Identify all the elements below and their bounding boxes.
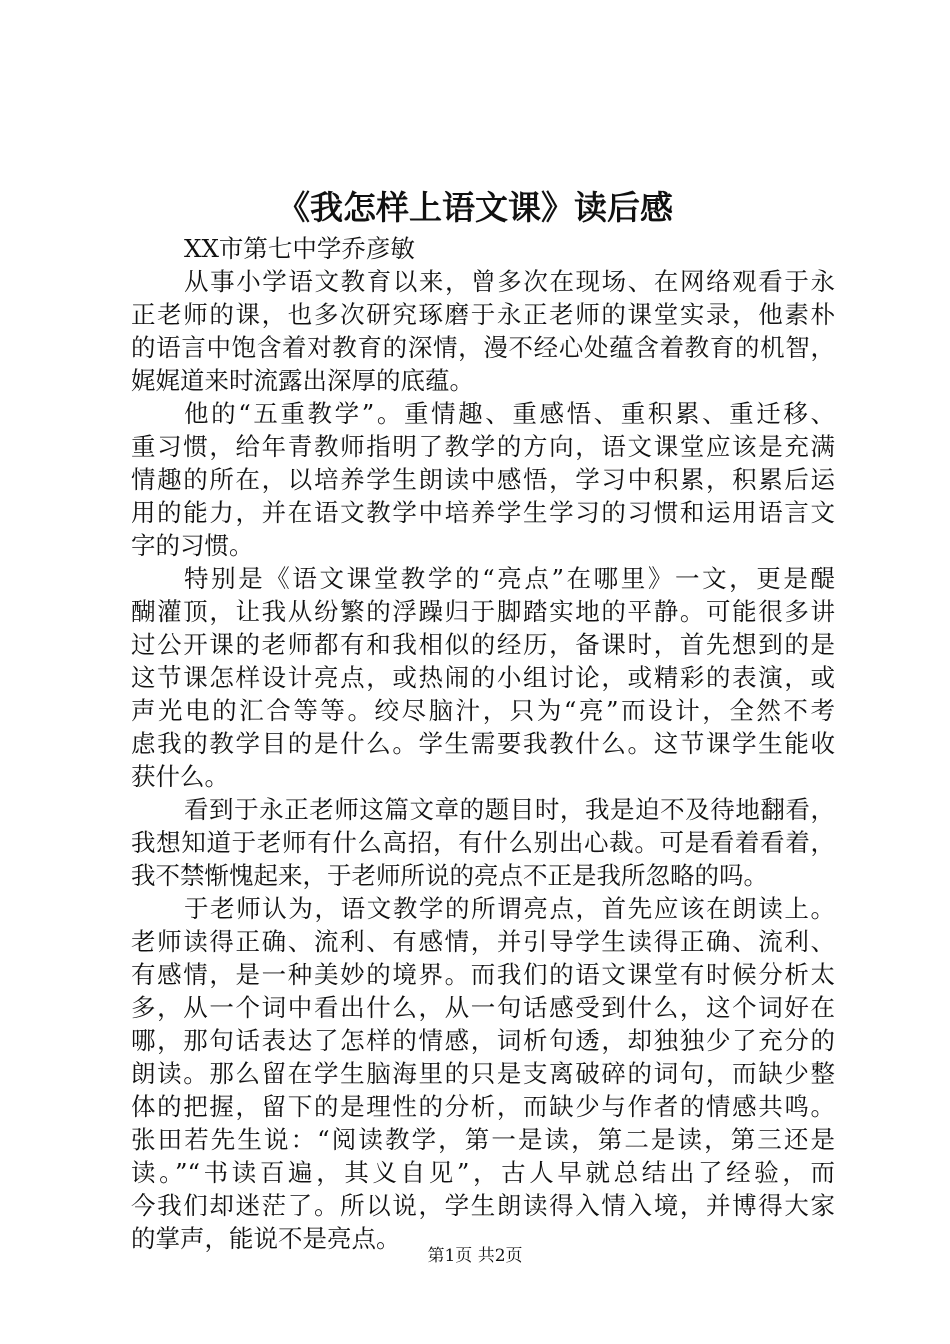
paragraph-line: 张田若先生说：“阅读教学，第一是读，第二是读，第三还是: [131, 1125, 835, 1154]
paragraph-line: 正老师的课，也多次研究琢磨于永正老师的课堂实录，他素朴: [131, 300, 835, 329]
author-line: XX市第七中学乔彦敏: [184, 234, 415, 263]
paragraph-3: [131, 562, 835, 793]
paragraph-line: 我不禁惭愧起来，于老师所说的亮点不正是我所忽略的吗。: [131, 861, 768, 890]
paragraph-line: 声光电的汇合等等。绞尽脑汁，只为“亮”而设计，全然不考: [131, 696, 835, 725]
paragraph-line: 的语言中饱含着对教育的深情，漫不经心处蕴含着教育的机智，: [131, 333, 835, 362]
paragraph-line: 的掌声，能说不是亮点。: [131, 1224, 401, 1253]
paragraph-line: 从事小学语文教育以来，曾多次在现场、在网络观看于永: [184, 267, 835, 296]
paragraph-2: [131, 397, 835, 562]
paragraph-line: 娓娓道来时流露出深厚的底蕴。: [131, 366, 474, 395]
paragraph-line: 重习惯，给年青教师指明了教学的方向，语文课堂应该是充满: [131, 432, 835, 461]
paragraph-line: 老师读得正确、流利、有感情，并引导学生读得正确、流利、: [131, 927, 835, 956]
page-footer: 第1页 共2页: [427, 1246, 523, 1266]
paragraph-line: 哪，那句话表达了怎样的情感，词析句透，却独独少了充分的: [131, 1026, 835, 1055]
paragraph-line: 用的能力，并在语文教学中培养学生学习的习惯和运用语言文: [131, 498, 835, 527]
document-body: [131, 232, 835, 1255]
paragraph-line: 获什么。: [131, 762, 229, 791]
paragraph-line: 于老师认为，语文教学的所谓亮点，首先应该在朗读上。: [184, 894, 835, 923]
paragraph-line: 看到于永正老师这篇文章的题目时，我是迫不及待地翻看，: [184, 795, 835, 824]
paragraph-line: 朗读。那么留在学生脑海里的只是支离破碎的词句，而缺少整: [131, 1059, 835, 1088]
paragraph-1: [131, 265, 835, 397]
paragraph-line: 醐灌顶，让我从纷繁的浮躁归于脚踏实地的平静。可能很多讲: [131, 597, 835, 626]
paragraph-line: 读。”“书读百遍，其义自见”，古人早就总结出了经验，而: [131, 1158, 835, 1187]
document-title: 《我怎样上语文课》读后感: [277, 188, 673, 227]
paragraph-line: 体的把握，留下的是理性的分析，而缺少与作者的情感共鸣。: [131, 1092, 835, 1121]
paragraph-line: 特别是《语文课堂教学的“亮点”在哪里》一文，更是醍: [184, 564, 835, 593]
paragraph-line: 有感情，是一种美妙的境界。而我们的语文课堂有时候分析太: [131, 960, 835, 989]
paragraph-4: [131, 793, 835, 892]
paragraph-line: 今我们却迷茫了。所以说，学生朗读得入情入境，并博得大家: [131, 1191, 835, 1220]
paragraph-5: [131, 892, 835, 1255]
paragraph-line: 我想知道于老师有什么高招，有什么别出心裁。可是看着看着，: [131, 828, 835, 857]
paragraph-line: 虑我的教学目的是什么。学生需要我教什么。这节课学生能收: [131, 729, 835, 758]
paragraph-line: 这节课怎样设计亮点，或热闹的小组讨论，或精彩的表演，或: [131, 663, 835, 692]
paragraph-line: 他的“五重教学”。重情趣、重感悟、重积累、重迁移、: [184, 399, 835, 428]
paragraph-line: 多，从一个词中看出什么，从一句话感受到什么，这个词好在: [131, 993, 835, 1022]
paragraph-line: 字的习惯。: [131, 531, 254, 560]
paragraph-line: 过公开课的老师都有和我相似的经历，备课时，首先想到的是: [131, 630, 835, 659]
paragraph-line: 情趣的所在，以培养学生朗读中感悟，学习中积累，积累后运: [131, 465, 835, 494]
